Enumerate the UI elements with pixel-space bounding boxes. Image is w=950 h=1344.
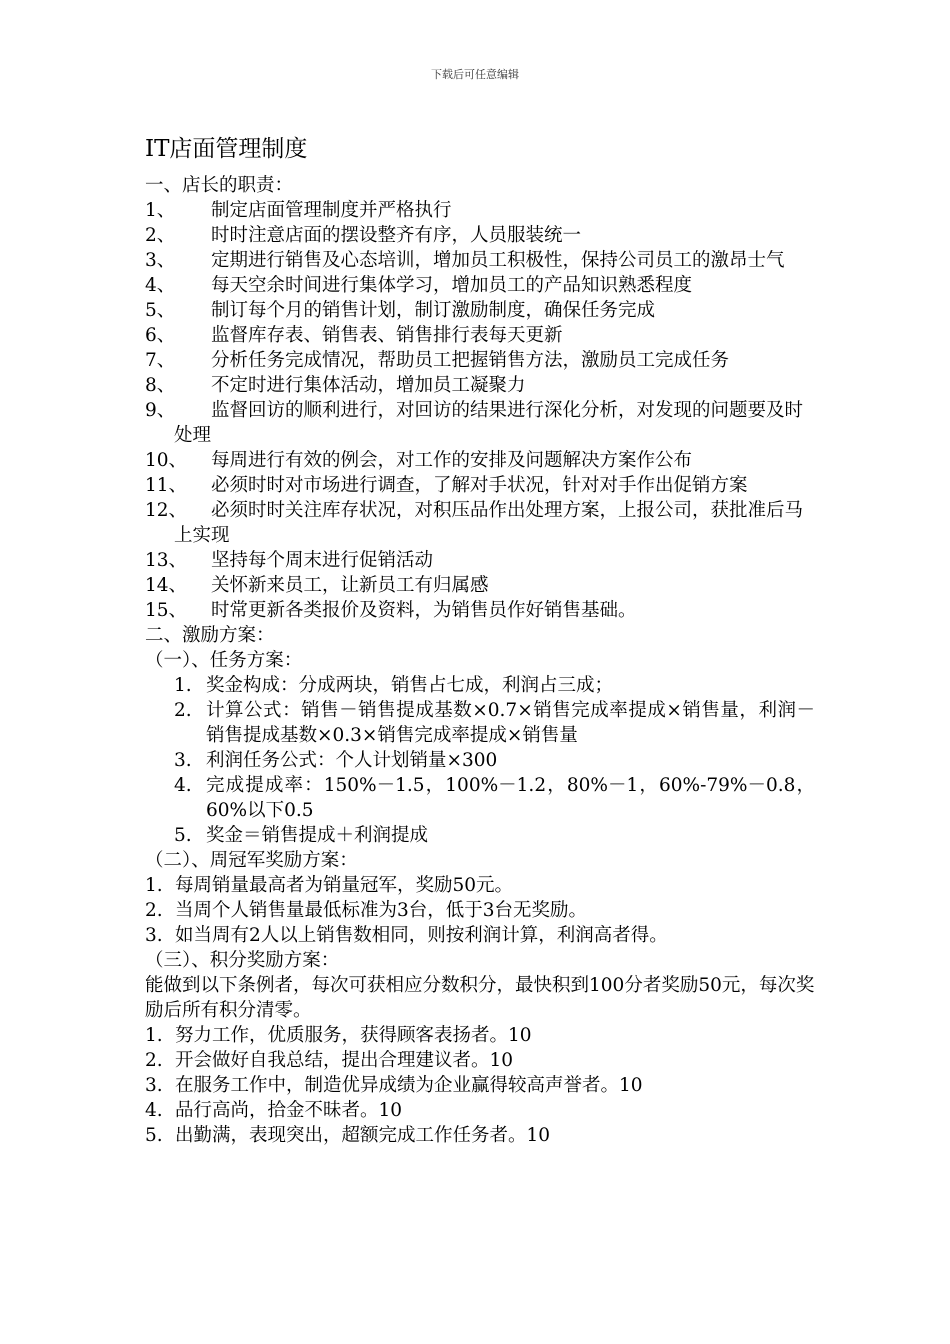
section-heading-incentive: 二、激励方案： bbox=[145, 625, 275, 646]
page-header: 下载后可任意编辑 bbox=[431, 68, 519, 81]
list-item: 3. 在服务工作中，制造优异成绩为企业赢得较高声誉者。10 bbox=[145, 1075, 643, 1096]
list-item: 5. 出勤满，表现突出，超额完成工作任务者。10 bbox=[145, 1125, 551, 1146]
subsection-heading-points: （三）、积分奖励方案： bbox=[145, 950, 340, 971]
list-item: 10、 每周进行有效的例会，对工作的安排及问题解决方案作公布 bbox=[145, 450, 693, 471]
list-item: 5. 奖金＝销售提成＋利润提成 bbox=[174, 825, 429, 846]
list-item: 1. 努力工作，优质服务，获得顾客表扬者。10 bbox=[145, 1025, 532, 1046]
points-list bbox=[145, 1023, 815, 1148]
duties-list bbox=[145, 198, 815, 623]
list-item: 8、 不定时进行集体活动，增加员工凝聚力 bbox=[145, 375, 526, 396]
list-item: 7、 分析任务完成情况，帮助员工把握销售方法，激励员工完成任务 bbox=[145, 350, 730, 371]
list-item: 4. 完成提成率：150%－1.5，100%－1.2，80%－1，60%-79%－0.8，60%以下0.5 bbox=[174, 775, 815, 821]
points-intro-paragraph: 能做到以下条例者，每次可获相应分数积分，最快积到100分者奖励50元，每次奖励后所有积分清零。 bbox=[145, 975, 815, 1021]
weekly-champion-list bbox=[145, 873, 815, 948]
list-item: 12、 必须时时关注库存状况，对积压品作出处理方案，上报公司，获批准后马上实现 bbox=[145, 500, 804, 546]
list-item: 6、 监督库存表、销售表、销售排行表每天更新 bbox=[145, 325, 563, 346]
list-item: 1. 奖金构成：分成两块，销售占七成，利润占三成； bbox=[174, 675, 614, 696]
list-item: 2. 计算公式：销售－销售提成基数×0.7×销售完成率提成×销售量，利润－销售提成基数×0.3×销售完成率提成×销售量 bbox=[174, 700, 815, 746]
subsection-heading-task: （一）、任务方案： bbox=[145, 650, 303, 671]
list-item: 11、 必须时时对市场进行调查，了解对手状况，针对对手作出促销方案 bbox=[145, 475, 748, 496]
list-item: 2、 时时注意店面的摆设整齐有序，人员服装统一 bbox=[145, 225, 582, 246]
list-item: 2. 当周个人销售量最低标准为3台，低于3台无奖励。 bbox=[145, 900, 588, 921]
list-item: 3、 定期进行销售及心态培训，增加员工积极性，保持公司员工的激昂士气 bbox=[145, 250, 785, 271]
list-item: 9、 监督回访的顺利进行，对回访的结果进行深化分析，对发现的问题要及时处理 bbox=[145, 400, 804, 446]
list-item: 3. 如当周有2人以上销售数相同，则按利润计算，利润高者得。 bbox=[145, 925, 668, 946]
subsection-heading-weekly-champion: （二）、周冠军奖励方案： bbox=[145, 850, 358, 871]
task-plan-list bbox=[145, 673, 815, 848]
list-item: 15、 时常更新各类报价及资料，为销售员作好销售基础。 bbox=[145, 600, 637, 621]
document-title: IT店面管理制度 bbox=[145, 136, 308, 162]
list-item: 4. 品行高尚，拾金不昧者。10 bbox=[145, 1100, 403, 1121]
list-item: 5、 制订每个月的销售计划，制订激励制度，确保任务完成 bbox=[145, 300, 656, 321]
list-item: 3. 利润任务公式：个人计划销量×300 bbox=[174, 750, 498, 771]
list-item: 2. 开会做好自我总结，提出合理建议者。10 bbox=[145, 1050, 514, 1071]
list-item: 1. 每周销量最高者为销量冠军，奖励50元。 bbox=[145, 875, 514, 896]
document-body bbox=[145, 173, 815, 1148]
list-item: 4、 每天空余时间进行集体学习，增加员工的产品知识熟悉程度 bbox=[145, 275, 693, 296]
list-item: 13、 坚持每个周末进行促销活动 bbox=[145, 550, 434, 571]
list-item: 1、 制定店面管理制度并严格执行 bbox=[145, 200, 452, 221]
list-item: 14、 关怀新来员工，让新员工有归属感 bbox=[145, 575, 489, 596]
section-heading-duties: 一、店长的职责： bbox=[145, 175, 294, 196]
